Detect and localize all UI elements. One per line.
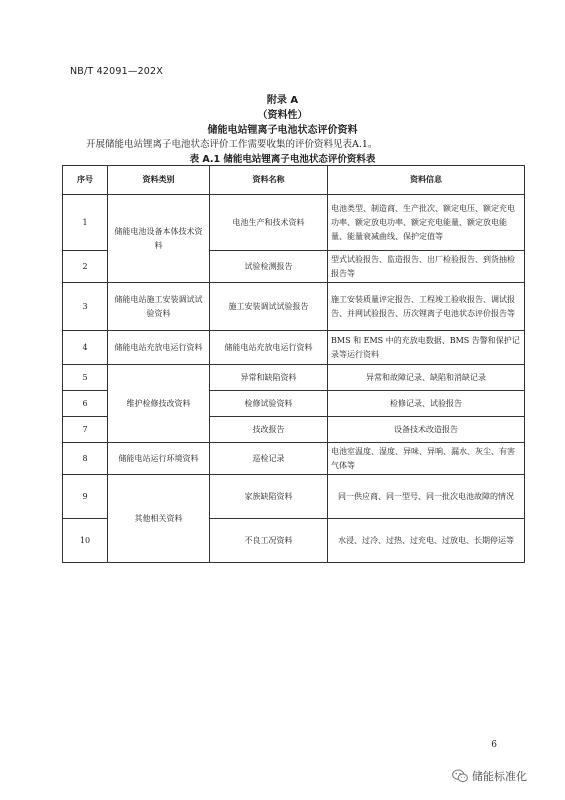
row-no: 7 <box>63 417 108 443</box>
row-no: 9 <box>63 475 108 519</box>
row-category: 储能电站充放电运行资料 <box>108 331 210 365</box>
row-no: 3 <box>63 283 108 331</box>
header-category: 资料类别 <box>108 166 210 195</box>
row-info: 设备技术改造报告 <box>328 417 525 443</box>
table-caption: 表 A.1 储能电站锂离子电池状态评价资料表 <box>189 154 376 165</box>
row-name: 试验检测报告 <box>210 251 328 283</box>
row-name: 检修试验资料 <box>210 391 328 417</box>
table-row <box>63 283 525 331</box>
row-name: 电池生产和技术资料 <box>210 195 328 251</box>
header-info: 资料信息 <box>328 166 525 195</box>
standard-code: NB/T 42091—202X <box>70 66 164 77</box>
row-no: 5 <box>63 365 108 391</box>
header-no: 序号 <box>63 166 108 195</box>
row-name: 家族缺陷资料 <box>210 475 328 519</box>
row-info: 同一供应商、同一型号、同一批次电池故障的情况 <box>328 475 525 519</box>
row-category: 维护检修技改资料 <box>108 365 210 443</box>
intro-paragraph: 开展储能电站锂离子电池状态评价工作需要收集的评价资料见表A.1。 <box>86 139 378 150</box>
row-info: 电池类型、制造商、生产批次、额定电压、额定充电功率、额定放电功率、额定充电能量、额定放电能量、能量衰减曲线、保护定值等 <box>328 195 525 251</box>
row-name: 不良工况资料 <box>210 519 328 563</box>
annex-nature: （资料性） <box>257 110 308 121</box>
row-name: 储能电站充放电运行资料 <box>210 331 328 365</box>
row-category: 其他相关资料 <box>108 475 210 563</box>
annex-title: 附录 A <box>266 95 299 106</box>
row-info: 型式试验报告、监造报告、出厂检验报告、到货抽检报告等 <box>328 251 525 283</box>
row-info: 检修记录、试验报告 <box>328 391 525 417</box>
row-info: 水浸、过冷、过热、过充电、过放电、长期停运等 <box>328 519 525 563</box>
row-no: 6 <box>63 391 108 417</box>
annex-heading: 储能电站锂离子电池状态评价资料 <box>207 125 358 136</box>
row-name: 巡检记录 <box>210 443 328 475</box>
row-category: 储能电池设备本体技术资料 <box>108 195 210 283</box>
row-info: 电池室温度、湿度、异味、异响、漏水、灰尘、有害气体等 <box>328 443 525 475</box>
table-row <box>63 475 525 519</box>
row-info: 异常和故障记录、缺陷和消缺记录 <box>328 365 525 391</box>
wechat-icon <box>452 769 468 783</box>
row-no: 1 <box>63 195 108 251</box>
row-category: 储能电站运行环境资料 <box>108 443 210 475</box>
table-row <box>63 331 525 365</box>
row-no: 4 <box>63 331 108 365</box>
row-info: 施工安装质量评定报告、工程竣工验收报告、调试报告、并网试验报告、历次锂离子电池状态评价报告等 <box>328 283 525 331</box>
assessment-table <box>62 165 525 563</box>
watermark-text: 储能标准化 <box>472 770 527 783</box>
row-name: 异常和缺陷资料 <box>210 365 328 391</box>
table-row <box>63 365 525 391</box>
row-info: BMS 和 EMS 中的充放电数据、BMS 告警和保护记录等运行资料 <box>328 331 525 365</box>
table-header-row <box>63 166 525 195</box>
row-no: 10 <box>63 519 108 563</box>
row-no: 2 <box>63 251 108 283</box>
table-row <box>63 443 525 475</box>
row-category: 储能电站施工安装调试试验资料 <box>108 283 210 331</box>
row-name: 施工安装调试试验报告 <box>210 283 328 331</box>
table-row <box>63 195 525 251</box>
row-no: 8 <box>63 443 108 475</box>
watermark <box>452 768 527 784</box>
page-number: 6 <box>491 740 497 750</box>
row-name: 技改报告 <box>210 417 328 443</box>
header-name: 资料名称 <box>210 166 328 195</box>
